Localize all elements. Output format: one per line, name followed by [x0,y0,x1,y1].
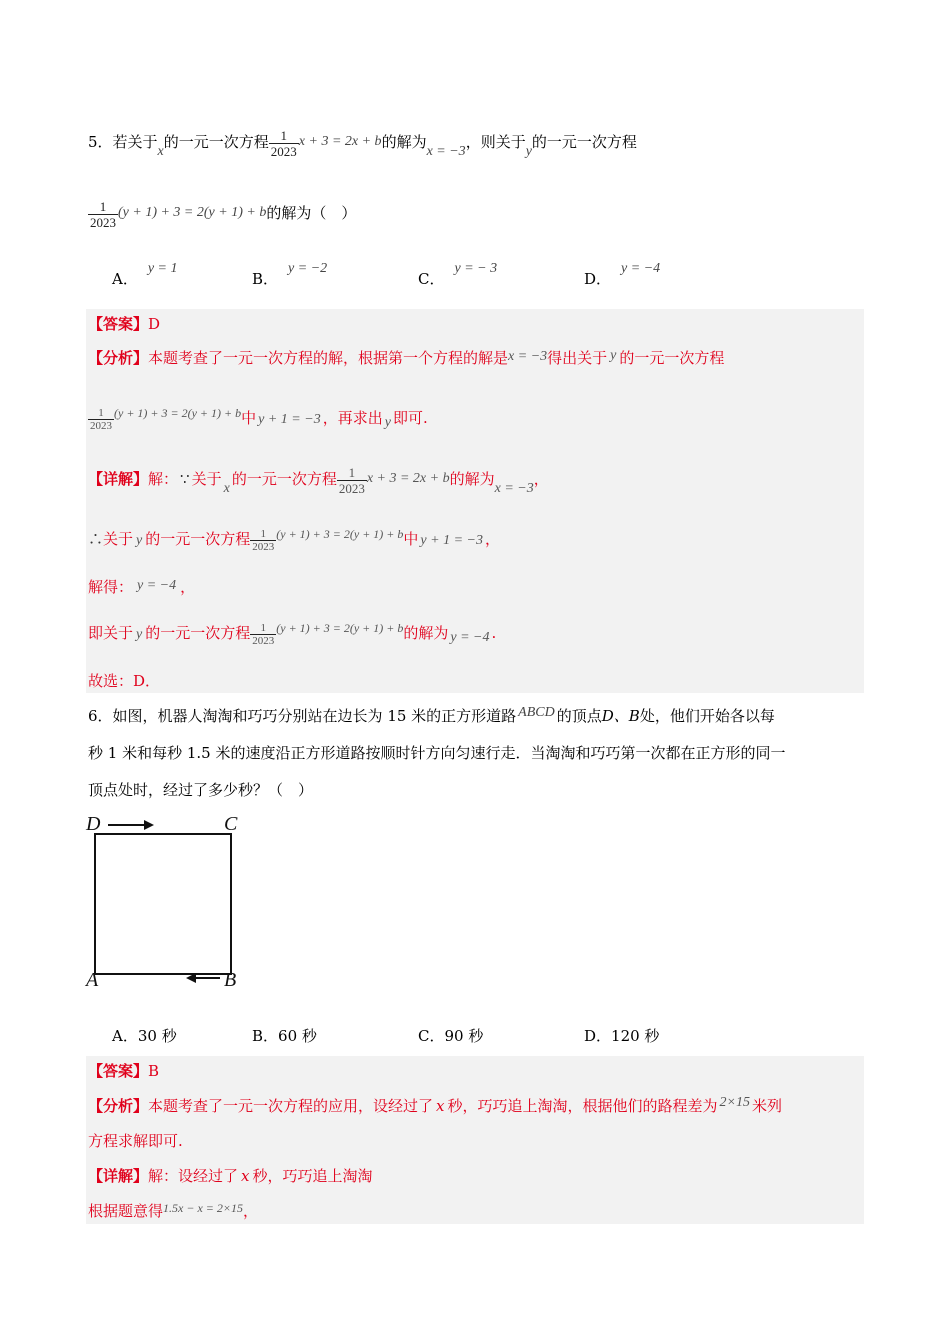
fraction-1-2023: $\frac{1}{2023}$ [338,464,365,496]
fraction-1-2023: $\frac{1}{2023}$ [90,406,112,432]
vertex-label-b: B [224,969,237,991]
square-road [95,834,231,974]
q6-analysis-line2: 方程求解即可. [88,1132,183,1150]
q6-line3: 顶点处时，经过了多少秒？（ ） [88,781,314,799]
q5-solve: 解得： y = −4 ， [88,578,196,596]
q6-option-b: B．60 秒 [252,1027,317,1045]
q5-detail-line2: ∴关于 y 的一元一次方程 $\frac{1}{2023}$ $^{(y + 1) + 3 = 2(y + 1) + b}$中 y + 1 = −3 ， [88,527,500,553]
q5-line2: $\frac{1}{2023}$ (y + 1) + 3 = 2(y + 1) + b的解为（ ） [90,198,357,230]
vertex-label-c: C [224,813,238,835]
q5-option-c: C．y = − 3 [418,261,498,288]
q5-choose: 故选：D． [88,672,161,690]
q5-detail-line1: 【详解】解： ∵ 关于x的一元一次方程 $\frac{1}{2023}$ x + 3 = 2x + b的解为x = −3， [88,464,549,496]
q6-detail-line1: 【详解】解：设经过了 x 秒，巧巧追上淘淘 [88,1167,373,1185]
q5-answer: 【答案】D [88,315,161,333]
answer-panel-q6 [86,1056,864,1224]
fraction-1-2023: $\frac{1}{2023}$ [252,527,275,553]
square-road-figure [80,808,260,998]
q6-answer: 【答案】B [88,1062,160,1080]
q6-option-d: D．120 秒 [584,1027,660,1045]
q5-option-a: A．y = 1 [112,261,178,288]
q6-equation: 根据题意得$^{1.5x - x = 2\times 15}$， [88,1201,258,1220]
q6-analysis-line1: 【分析】本题考查了一元一次方程的应用，设经过了 x 秒，巧巧追上淘淘，根据他们的路程差为 2×15 米列 [88,1095,782,1115]
vertex-label-a: A [86,969,99,991]
q6-line2: 秒 1 米和每秒 1.5 米的速度沿正方形道路按顺时针方向匀速行走．当淘淘和巧巧第一次都在正方形的同一 [88,744,786,762]
q5-analysis-line2: $\frac{1}{2023}$ $^{(y + 1) + 3 = 2(y + 1) + b}$中 y + 1 = −3 ，再求出 y 即可. [90,406,428,432]
vertex-label-d: D [86,813,101,835]
fraction-1-2023: $\frac{1}{2023}$ [90,198,116,230]
var-x: x [157,144,164,159]
arrow-right-icon [108,820,154,830]
q5-analysis-line1: 【分析】本题考查了一元一次方程的解，根据第一个方程的解是x = −3得出关于 y 的一元一次方程 [88,348,725,367]
fraction-1-2023: $\frac{1}{2023}$ [270,127,297,159]
therefore-symbol: ∴ [88,530,104,548]
q6-option-c: C．90 秒 [418,1027,484,1045]
because-symbol: ∵ [180,470,190,488]
q6-option-a: A．30 秒 [112,1027,177,1045]
q5-option-b: B．y = −2 [252,261,328,288]
q5-option-d: D．y = −4 [584,261,661,288]
q6-line1: 6．如图，机器人淘淘和巧巧分别站在边长为 15 米的正方形道路 ABCD 的顶点D、B处，他们开始各以每 [88,705,775,725]
fraction-1-2023: $\frac{1}{2023}$ [252,621,275,647]
q5-line1: 5．若关于x的一元一次方程 $\frac{1}{2023}$ x + 3 = 2x + b的解为x = −3，则关于y的一元一次方程 [88,127,637,159]
q5-conclusion: 即关于 y 的一元一次方程 $\frac{1}{2023}$ $^{(y + 1) + 3 = 2(y + 1) + b}$的解为 y = −4 . [88,621,497,647]
